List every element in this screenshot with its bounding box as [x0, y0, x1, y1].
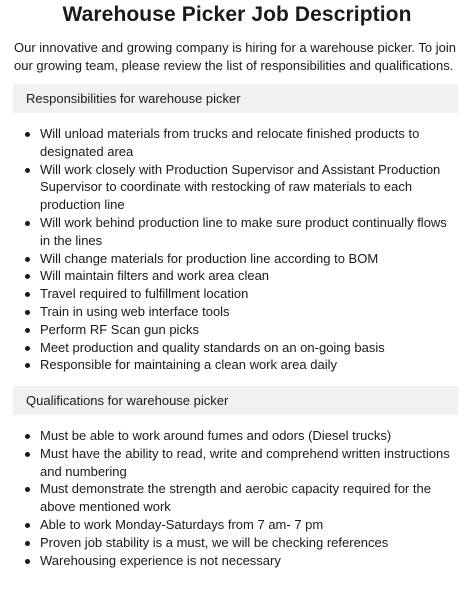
intro-paragraph: Our innovative and growing company is hiring for a warehouse picker. To join our growing team, please review the list of responsibilities and qualifications. — [14, 40, 456, 73]
list-item: Will maintain filters and work area clean — [22, 267, 460, 285]
qualifications-list — [22, 427, 460, 569]
list-item: Proven job stability is a must, we will be checking references — [22, 534, 460, 552]
list-item: Able to work Monday-Saturdays from 7 am- 7 pm — [22, 516, 460, 534]
list-item: Travel required to fulfillment location — [22, 285, 460, 303]
list-item: Will unload materials from trucks and relocate finished products to designated area — [22, 125, 460, 161]
list-item: Perform RF Scan gun picks — [22, 321, 460, 339]
list-item: Train in using web interface tools — [22, 303, 460, 321]
list-item: Must have the ability to read, write and comprehend written instructions and numbering — [22, 445, 460, 481]
list-item: Will work closely with Production Supervisor and Assistant Production Supervisor to coordinate with restocking of raw materials to each production line — [22, 161, 460, 214]
list-item: Responsible for maintaining a clean work area daily — [22, 356, 460, 374]
list-item: Must demonstrate the strength and aerobic capacity required for the above mentioned work — [22, 480, 460, 516]
responsibilities-heading: Responsibilities for warehouse picker — [13, 84, 458, 113]
page-title: Warehouse Picker Job Description — [62, 3, 412, 26]
responsibilities-list — [22, 125, 460, 374]
list-item: Warehousing experience is not necessary — [22, 552, 460, 570]
list-item: Will change materials for production line according to BOM — [22, 250, 460, 268]
list-item: Will work behind production line to make sure product continually flows in the lines — [22, 214, 460, 250]
qualifications-heading: Qualifications for warehouse picker — [13, 386, 458, 415]
list-item: Must be able to work around fumes and odors (Diesel trucks) — [22, 427, 460, 445]
list-item: Meet production and quality standards on an on-going basis — [22, 339, 460, 357]
